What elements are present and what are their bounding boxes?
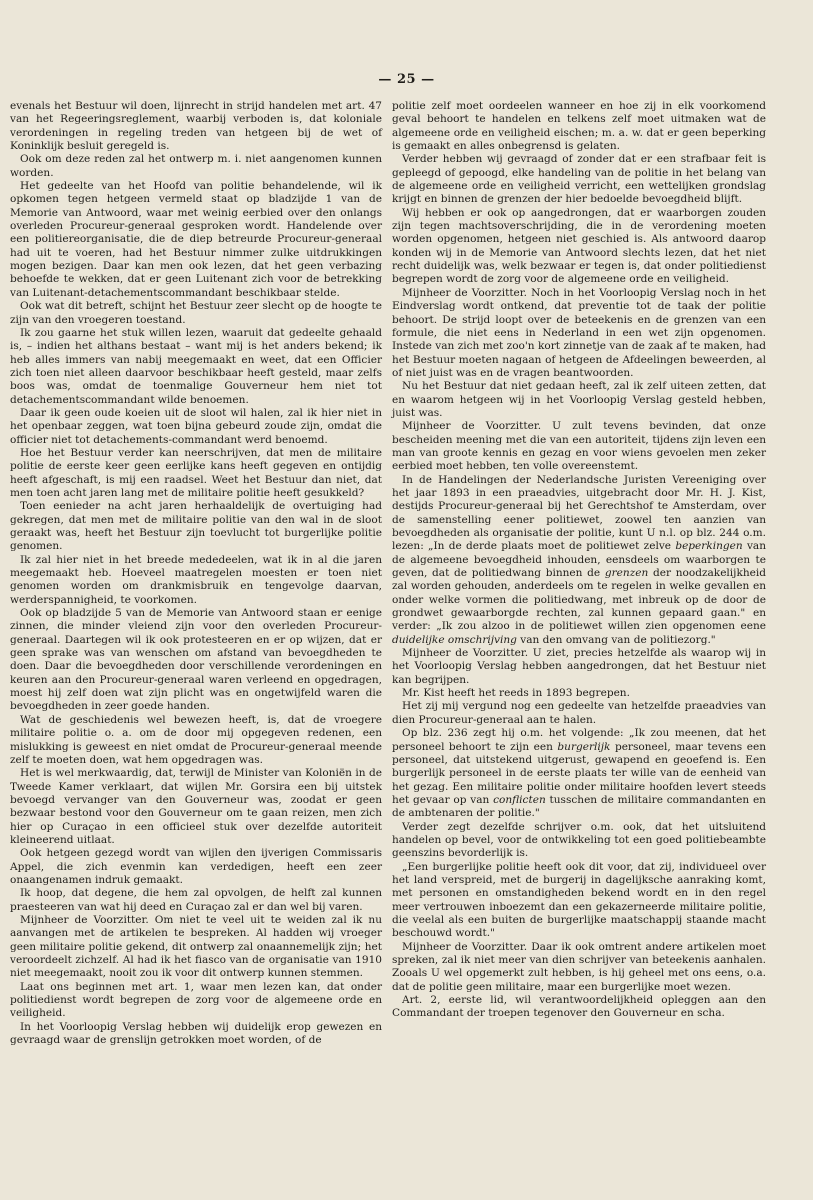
right-column — [392, 100, 766, 1021]
paragraph: Wij hebben er ook op aangedrongen, dat er waarborgen zouden zijn tegen machtsoverschrijding, die in de verordening moeten worden opgenomen, hetgeen niet geschied is. Als antwoord daarop konden wij in de Memorie van Antwoord slechts lezen, dat het niet recht duidelijk was, welk bezwaar er tegen is, dat onder politiedienst begrepen wordt de zorg voor de algemeene orde en veiligheid. — [392, 206, 766, 286]
paragraph: Het zij mij vergund nog een gedeelte van hetzelfde praeadvies van dien Procureur-generaal aan te halen. — [392, 700, 766, 726]
paragraph: Ook om deze reden zal het ontwerp m. i. niet aangenomen kunnen worden. — [10, 153, 382, 179]
paragraph: Nu het Bestuur dat niet gedaan heeft, zal ik zelf uiteen zetten, dat en waarom hetgeen wij in het Voorloopig Verslag gesteld hebben, juist was. — [392, 380, 766, 419]
emphasis: grenzen — [604, 567, 649, 580]
paragraph: „Een burgerlijke politie heeft ook dit voor, dat zij, individueel over het land verspreid, met de burgerij in dagelijksche aanraking komt, met personen en omstandigheden bekend wordt en in den regel meer vertrouwen inboezemt dan een gekazerneerde militaire politie, die veelal als een buiten de burgerlijke maatschappij staande macht beschouwd wordt." — [392, 860, 766, 940]
paragraph — [392, 727, 766, 820]
paragraph: Toen eenieder na acht jaren herhaaldelijk de overtuiging had gekregen, dat men met de militaire politie van den wal in de sloot geraakt was, heeft het Bestuur zijn toevlucht tot burgerlijke politie genomen. — [10, 500, 382, 553]
paragraph: Hoe het Bestuur verder kan neerschrijven, dat men de militaire politie de eerste keer geen eerlijke kans heeft gegeven en ontijdig heeft afgeschaft, is mij een raadsel. Weet het Bestuur dan niet, dat men toen acht jaren lang met de militaire politie heeft gesukkeld? — [10, 446, 382, 499]
emphasis: duidelijke omschrijving — [392, 633, 517, 646]
text-run: der noodzakelijkheid zal worden gehouden, anderdeels om te regelen in welke gevallen en onder welke vormen die politiedwang, met inbreuk op de door de grondwet gewaarborgde rechten, zal kunnen gepaard gaan." en verder: „Ik zou alzoo in de politiewet willen zien opgenomen eene — [392, 567, 766, 633]
emphasis: burgerlijk — [557, 740, 611, 753]
paragraph: Verder zegt dezelfde schrijver o.m. ook, dat het uitsluitend handelen op bevel, voor de ontwikkeling tot een goed politiebeambte geenszins bevorderlijk is. — [392, 820, 766, 860]
paragraph: Ook op bladzijde 5 van de Memorie van Antwoord staan er eenige zinnen, die minder vleiend zijn voor den overleden Procureur-generaal. Daartegen wil ik ook protesteeren en er op wijzen, dat er geen sprake was van wenschen om afstand van bevoegdheden te doen. Daar die bevoegdheden door verschillende verordeningen en keuren aan den Procureur-generaal waren verleend en opgedragen, moest hij zelf doen wat zijn plicht was en ongetwijfeld waren die bevoegdheden in zeer goede handen. — [10, 607, 382, 713]
paragraph: Mijnheer de Voorzitter. Daar ik ook omtrent andere artikelen moet spreken, zal ik niet meer van dien schrijver van beteekenis aanhalen. Zooals U wel opgemerkt zult hebben, is hij geheel met ons eens, o.a. dat de politie geen militaire, maar een burgerlijke moet wezen. — [392, 940, 766, 993]
emphasis: conflicten — [493, 793, 546, 806]
paragraph: Art. 2, eerste lid, wil verantwoordelijkheid opleggen aan den Commandant der troepen tegenover den Gouverneur en scha. — [392, 994, 766, 1020]
paragraph: Het is wel merkwaardig, dat, terwijl de Minister van Koloniën in de Tweede Kamer verklaart, dat wijlen Mr. Gorsira een bij uitstek bevoegd vervanger van den Gouverneur was, zoodat er geen bezwaar bestond voor den Gouverneur om te gaan reizen, men zich hier op Curaçao in een officieel stuk over dezelfde autoriteit kleineerend uitlaat. — [10, 767, 382, 846]
paragraph: Ook wat dit betreft, schijnt het Bestuur zeer slecht op de hoogte te zijn van den vroegeren toestand. — [10, 300, 382, 326]
emphasis: beperkingen — [675, 540, 743, 553]
text-run: van de algemeene bevoegdheid inhouden, eensdeels om waarborgen te geven, dat de politiedwang binnen de — [392, 540, 766, 580]
paragraph: Ook hetgeen gezegd wordt van wijlen den ijverigen Commissaris Appel, die zich evenmin kan verdedigen, heeft een zeer onaangenamen indruk gemaakt. — [10, 847, 382, 886]
page-number: — 25 — — [378, 72, 435, 87]
paragraph: evenals het Bestuur wil doen, lijnrecht in strijd handelen met art. 47 van het Regeeringsreglement, waarbij verboden is, dat koloniale verordeningen in regeling treden van hetgeen bij de wet of Koninklijk besluit geregeld is. — [10, 100, 382, 153]
paragraph: Mr. Kist heeft het reeds in 1893 begrepen. — [402, 687, 630, 700]
text-run: tusschen de militaire commandanten en de ambtenaren der politie." — [392, 793, 766, 820]
paragraph: Mijnheer de Voorzitter. Om niet te veel uit te weiden zal ik nu aanvangen met de artikelen te bespreken. Al hadden wij vroeger geen militaire politie gekend, dit ontwerp zal onaannemelijk zijn; het veroordeelt zichzelf. Al had ik het fiasco van de organisatie van 1910 niet meegemaakt, nooit zou ik voor dit ontwerp kunnen stemmen. — [10, 913, 382, 980]
left-column — [10, 100, 382, 1047]
paragraph: In het Voorloopig Verslag hebben wij duidelijk erop gewezen en gevraagd waar de grenslijn getrokken moet worden, of de — [10, 1020, 382, 1047]
paragraph: Daar ik geen oude koeien uit de sloot wil halen, zal ik hier niet in het openbaar zeggen, wat toen bijna gebeurd zoude zijn, omdat die officier niet tot detachements-commandant werd benoemd. — [10, 406, 382, 446]
paragraph: politie zelf moet oordeelen wanneer en hoe zij in elk voorkomend geval behoort te handelen en telkens zelf moet uitmaken wat de algemeene orde en veiligheid eischen; m. a. w. dat er geen beperking is gemaakt en alles onbegrensd is gelaten. — [392, 100, 766, 153]
text-run: In de Handelingen der Nederlandsche Juristen Vereeniging over het jaar 1893 in een praeadvies, uitgebracht door Mr. H. J. Kist, destijds Procureur-generaal bij het Gerechtshof te Amsterdam, over de samenstelling eener politiewet, zoowel ten aanzien van bevoegdheden als organisatie der politie, kunt U n.l. op blz. 244 o.m. lezen: „In de derde plaats moet de politiewet zelve — [392, 473, 766, 553]
paragraph: Wat de geschiedenis wel bewezen heeft, is, dat de vroegere militaire politie o. a. om de door mij opgegeven redenen, een mislukking is geweest en niet omdat de Procureur-generaal meende zelf te moeten doen, wat hem opgedragen was. — [10, 713, 382, 766]
text-run: personeel, maar tevens een personeel, dat uitstekend uitgerust, gewapend en geoefend is. Een burgerlijk personeel in de eerste plaats ter wille van de eenheid van het gezag. Een militaire politie onder militaire hoofden levert steeds het gevaar op van — [392, 740, 766, 806]
paragraph: Ik hoop, dat degene, die hem zal opvolgen, de helft zal kunnen praesteeren van wat hij deed en Curaçao zal er dan wel bij varen. — [10, 887, 382, 913]
text-run: Op blz. 236 zegt hij o.m. het volgende: „Ik zou meenen, dat het personeel behoort te zijn een — [392, 727, 766, 753]
paragraph: Mijnheer de Voorzitter. Noch in het Voorloopig Verslag noch in het Eindverslag wordt ontkend, dat preventie tot de taak der politie behoort. De strijd loopt over de beteekenis en de grenzen van een formule, die niet eens in Nederland in een wet zijn opgenomen. Instede van zich met zoo'n kort zinnetje van de zaak af te maken, had het Bestuur moeten nagaan of hetgeen de Afdeelingen beweerden, al of niet juist was en de vragen beantwoorden. — [392, 286, 766, 379]
paragraph: Ik zou gaarne het stuk willen lezen, waaruit dat gedeelte gehaald is, – indien het althans bestaat – want mij is het anders bekend; ik heb alles immers van nabij meegemaakt en weet, dat een Officier zich toen niet alleen daarvoor beschikbaar heeft gesteld, maar zelfs boos was, omdat de toenmalige Gouverneur hem niet tot detachementscommandant wilde benoemen. — [10, 326, 382, 406]
paragraph: Mijnheer de Voorzitter. U zult tevens bevinden, dat onze bescheiden meening met die van een autoriteit, tijdens zijn leven een man van groote kennis en gezag en voor wiens gevoelen men zeker eerbied moet hebben, ten volle overeenstemt. — [392, 420, 766, 473]
paragraph: Mijnheer de Voorzitter. U ziet, precies hetzelfde als waarop wij in het Voorloopig Verslag hebben aangedrongen, dat het Bestuur niet kan begrijpen. — [392, 647, 766, 686]
paragraph: Het gedeelte van het Hoofd van politie behandelende, wil ik opkomen tegen hetgeen vermeld staat op bladzijde 1 van de Memorie van Antwoord, waar met weinig eerbied over den onlangs overleden Procureur-generaal gesproken wordt. Handelende over een politiereorganisatie, die de diep betreurde Procureur-generaal had uit te voeren, had het Bestuur nimmer zulke uitdrukkingen mogen bezigen. Daar kan men ook lezen, dat het geen verbazing behoefde te wekken, dat er geen Luitenant zich voor de betrekking van Luitenant-detachementscommandant beschikbaar stelde. — [10, 180, 382, 299]
paragraph: Laat ons beginnen met art. 1, waar men lezen kan, dat onder politiedienst wordt begrepen de zorg voor de algemeene orde en veiligheid. — [10, 980, 382, 1020]
text-run: van den omvang van de politiezorg." — [516, 633, 716, 646]
paragraph — [392, 474, 766, 647]
paragraph: Ik zal hier niet in het breede mededeelen, wat ik in al die jaren meegemaakt heb. Hoeveel maatregelen moesten er toen niet genomen worden om drankmisbruik en tengevolge daarvan, werderspannigheid, te voorkomen. — [10, 553, 382, 606]
paragraph: Verder hebben wij gevraagd of zonder dat er een strafbaar feit is gepleegd of gepoogd, elke handeling van de politie in het belang van de algemeene orde en veiligheid verricht, een wettelijken grondslag krijgt en binnen de grenzen der hier bedoelde bevoegdheid blijft. — [392, 153, 766, 206]
